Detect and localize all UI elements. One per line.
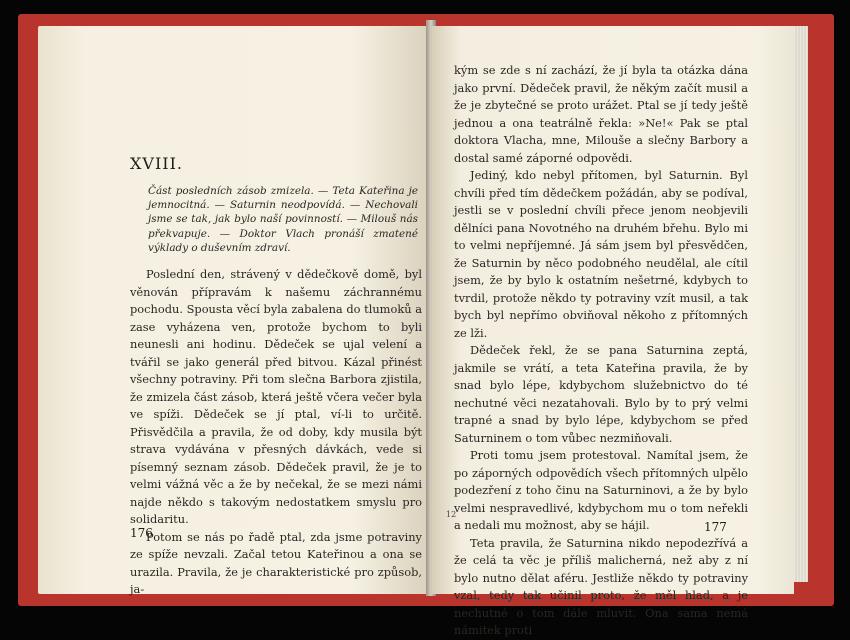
chapter-summary: Část posledních zásob zmizela. — Teta Kateřina je jemnocitná. — Saturnin neodpovídá. — Nechovali jsme se tak, jak bylo naší povinností. — Milouš nás překvapuje. — Doktor Vlach pronáší zmatené výklady o duševním zdraví.: [148, 185, 418, 254]
chapter-heading: XVIII.: [130, 154, 183, 173]
paragraph: Teta pravila, že Saturnina nikdo nepodezřívá a že celá ta věc je příliš malicherná, než aby z ní bylo nutno dělat aféru. Jestliže někdo ty potraviny vzal, tedy tak učinil proto, že měl hlad, a je nechutné o tom dále mluvit. Ona sama nemá námitek proti: [454, 535, 748, 637]
page-number-left: 176: [130, 526, 153, 540]
paragraph: Jediný, kdo nebyl přítomen, byl Saturnin. Byl chvíli před tím dědečkem požádán, aby se podíval, jestli se v poslední chvíli přece jenom neobjevili dělníci pana Novotného na druhém břehu. Bylo mi to velmi nepříjemné. Já sám jsem byl přesvědčen, že Saturnin by něco podobného neudělal, ale cítil jsem, že by bylo k ostatním nešetrné, kdybych to tvrdil, protože někdo ty potraviny vzít musil, a tak bych byl nepřímo obviňoval někoho z přítomných ze lži.: [454, 168, 748, 340]
signature-mark: 12: [446, 510, 457, 519]
right-page: [432, 26, 794, 637]
paragraph: Poslední den, strávený v dědečkově domě, byl věnován přípravám k našemu záchrannému pochodu. Spousta věcí byla zabalena do tlumoků a zase vyházena ven, protože bychom to byli neunesli ani hodinu. Dědeček se ujal velení a tvářil se jako generál před bitvou. Kázal přinést všechny potraviny. Při tom slečna Barbora zjistila, že zmizela část zásob, která ještě včera večer byla ve spíži. Dědeček se jí ptal, ví-li to určitě. Přisvědčila a pravila, že od doby, kdy musila být strava vydávána v přesných dávkách, vede si písemný seznam zásob. Dědeček pravil, že je to velmi vážná věc a že by nečekal, že se mezi námi najde někdo s takovým nedostatkem smyslu pro solidaritu.: [130, 267, 422, 526]
page-number-right: 177: [704, 520, 727, 534]
paragraph: Proti tomu jsem protestoval. Namítal jsem, že po záporných odpovědích všech přítomných ulpělo podezření z toho činu na Saturninovi, a že by bylo velmi nespravedlivé, kdybychom mu o tom neřekli a nedali mu možnost, aby se hájil.: [454, 448, 748, 532]
left-body-text: [130, 266, 422, 599]
paragraph: kým se zde s ní zachází, že jí byla ta otázka dána jako první. Dědeček pravil, že někým začít musil a že je zbytečné se proto urážet. Ptal se jí tedy ještě jednou a ona teatrálně řekla: »Ne!« Pak se ptal doktora Vlacha, mne, Milouše a slečny Barbory a dostal samé záporné odpovědi.: [454, 63, 748, 165]
right-body-text: [454, 62, 748, 640]
left-page: [38, 26, 430, 594]
paragraph: Potom se nás po řadě ptal, zda jsme potraviny ze spíže nevzali. Začal tetou Kateřinou a ona se urazila. Pravila, že je charakteristické pro způsob, ja-: [130, 529, 422, 596]
paragraph: Dědeček řekl, že se pana Saturnina zeptá, jakmile se vrátí, a teta Kateřina pravila, že by snad bylo lépe, kdybychom služebnictvo do té nechutné věci nezatahovali. Bylo by to prý velmi trapné a snad by bylo lépe, kdybychom se před Saturninem o tom vůbec nezmiňovali.: [454, 343, 748, 445]
